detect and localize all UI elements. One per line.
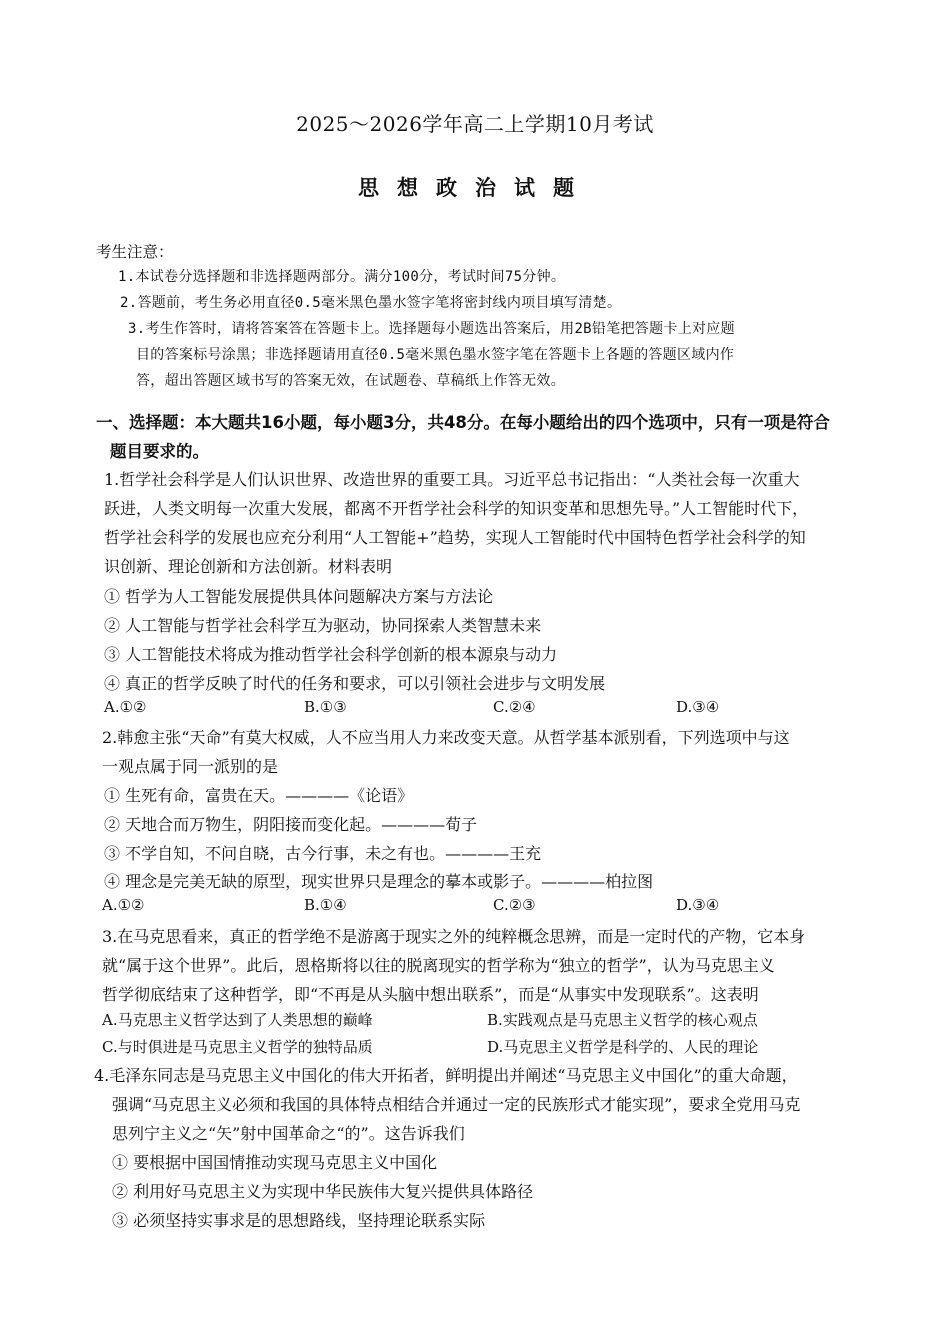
- option-d: D.③④: [676, 698, 720, 716]
- statement-item: ② 天地合而万物生，阴阳接而变化起。————荀子: [104, 815, 478, 834]
- section-heading-cont: 题目要求的。: [110, 442, 209, 461]
- option-c: C.②③: [493, 896, 536, 914]
- section-heading: 一、选择题：本大题共16小题，每小题3分，共48分。在每小题给出的四个选项中，只有一项是符合: [96, 413, 830, 432]
- option-b: B.①③: [304, 698, 347, 716]
- notice-line: 目的答案标号涂黑；非选择题请用直径0.5毫米黑色墨水签字笔在答题卡上各题的答题区域内作: [136, 347, 735, 363]
- question-stem-line: 就“属于这个世界”。此后，恩格斯将以往的脱离现实的哲学称为“独立的哲学”，认为马克思主义: [102, 956, 775, 975]
- notice-line: 答，超出答题区域书写的答案无效，在试题卷、草稿纸上作答无效。: [136, 373, 565, 389]
- notice-line: 1.本试卷分选择题和非选择题两部分。满分100分，考试时间75分钟。: [118, 269, 566, 285]
- subject-title: 思想政治试题: [358, 176, 592, 200]
- question-stem-line: 哲学社会科学的发展也应充分利用“人工智能+”趋势，实现人工智能时代中国特色哲学社会科学的知: [104, 528, 806, 547]
- statement-item: ② 人工智能与哲学社会科学互为驱动，协同探索人类智慧未来: [104, 616, 542, 635]
- notice-line: 3.考生作答时，请将答案答在答题卡上。选择题每小题选出答案后，用2B铅笔把答题卡上对应题: [128, 321, 735, 337]
- statement-item: ① 生死有命，富贵在天。————《论语》: [104, 786, 414, 805]
- statement-item: ④ 真正的哲学反映了时代的任务和要求，可以引领社会进步与文明发展: [104, 674, 606, 693]
- statement-item: ① 哲学为人工智能发展提供具体问题解决方案与方法论: [104, 587, 494, 606]
- option-d: D.③④: [676, 896, 720, 914]
- statement-item: ③ 人工智能技术将成为推动哲学社会科学创新的根本源泉与动力: [104, 645, 558, 664]
- question-stem-line: 4.毛泽东同志是马克思主义中国化的伟大开拓者，鲜明提出并阐述“马克思主义中国化”的重大命题，: [94, 1066, 798, 1085]
- option-c: C.②④: [493, 698, 536, 716]
- question-stem-line: 1.哲学社会科学是人们认识世界、改造世界的重要工具。习近平总书记指出：“人类社会每一次重大: [104, 470, 800, 489]
- option-a: A.①②: [104, 698, 147, 716]
- option-a: A.①②: [102, 896, 145, 914]
- question-stem-line: 跃进，人类文明每一次重大发展，都离不开哲学社会科学的知识变革和思想先导。”人工智能时代下，: [104, 499, 809, 518]
- option-b: B.实践观点是马克思主义哲学的核心观点: [487, 1011, 758, 1029]
- question-stem-line: 强调“马克思主义必须和我国的具体特点相结合并通过一定的民族形式才能实现”，要求全党用马克: [112, 1095, 801, 1114]
- notice-heading: 考生注意：: [96, 243, 174, 261]
- notice-line: 2.答题前，考生务必用直径0.5毫米黑色墨水签字笔将密封线内项目填写清楚。: [120, 295, 622, 311]
- question-stem-line: 一观点属于同一派别的是: [102, 757, 279, 776]
- statement-item: ③ 必须坚持实事求是的思想路线，坚持理论联系实际: [112, 1211, 486, 1230]
- question-stem-line: 2.韩愈主张“天命”有莫大权威，人不应当用人力来改变天意。从哲学基本派别看，下列选项中与这: [102, 728, 790, 747]
- statement-item: ② 利用好马克思主义为实现中华民族伟大复兴提供具体路径: [112, 1182, 534, 1201]
- option-d: D.马克思主义哲学是科学的、人民的理论: [487, 1038, 759, 1056]
- question-stem-line: 思列宁主义之“矢”射中国革命之“的”。这告诉我们: [112, 1124, 465, 1143]
- option-a: A.马克思主义哲学达到了人类思想的巅峰: [102, 1011, 373, 1029]
- question-stem-line: 哲学彻底结束了这种哲学，即“不再是从头脑中想出联系”，而是“从事实中发现联系”。这表明: [102, 985, 759, 1004]
- question-stem-line: 识创新、理论创新和方法创新。材料表明: [104, 557, 393, 576]
- statement-item: ③ 不学自知，不问自晓，古今行事，未之有也。————王充: [104, 844, 542, 863]
- question-stem-line: 3.在马克思看来，真正的哲学绝不是游离于现实之外的纯粹概念思辨，而是一定时代的产物，它本身: [102, 927, 806, 946]
- option-c: C.与时俱进是马克思主义哲学的独特品质: [102, 1038, 373, 1056]
- statement-item: ① 要根据中国国情推动实现马克思主义中国化: [112, 1153, 438, 1172]
- option-b: B.①④: [304, 896, 347, 914]
- statement-item: ④ 理念是完美无缺的原型，现实世界只是理念的摹本或影子。————柏拉图: [104, 872, 654, 891]
- exam-title: 2025～2026学年高二上学期10月考试: [296, 112, 654, 136]
